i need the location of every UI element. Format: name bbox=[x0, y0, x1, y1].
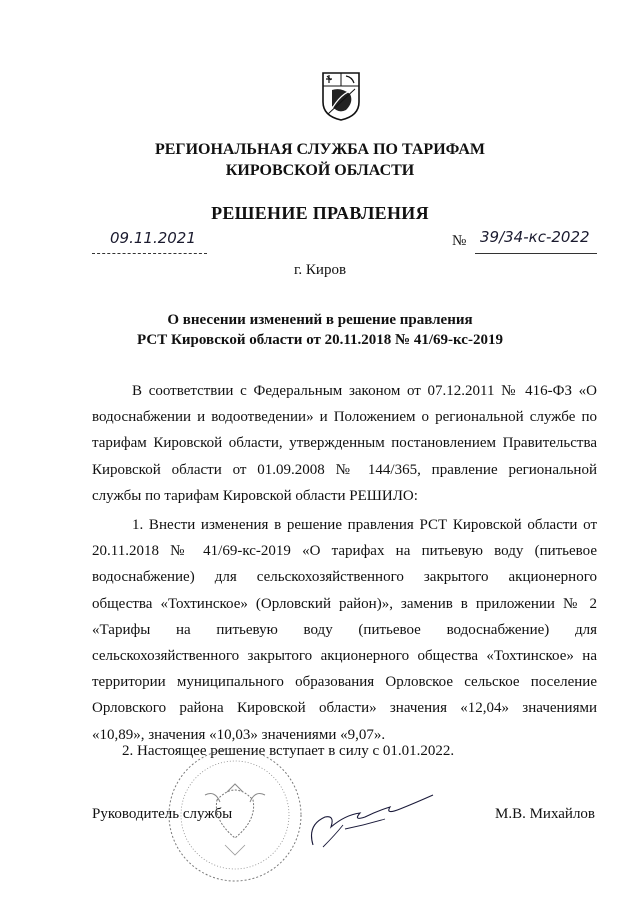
text-line: сельскохозяйственного закрытого акционерного общества «Тохтинское» на bbox=[92, 647, 597, 664]
text-line: службы по тарифам Кировской области РЕШИЛО: bbox=[92, 487, 418, 504]
text-line: Кировской области от 01.09.2008 № 144/365, правление региональной bbox=[92, 461, 597, 478]
item2-paragraph: 2. Настоящее решение вступает в силу с 01.01.2022. bbox=[122, 743, 455, 759]
text-line: «10,89», значения «10,03» значениями «9,07». bbox=[92, 726, 386, 743]
text-line: общества «Тохтинское» (Орловский район)», заменив в приложении № 2 bbox=[92, 595, 597, 612]
city: г. Киров bbox=[293, 262, 347, 278]
document-date: 09.11.2021 bbox=[110, 229, 196, 247]
item1-paragraph bbox=[92, 512, 597, 748]
text-line: 20.11.2018 № 41/69-кс-2019 «О тарифах на питьевую воду (питьевое bbox=[92, 543, 597, 560]
signature-icon bbox=[305, 785, 455, 855]
text-line: территории муниципального образования Орловское сельское поселение bbox=[92, 674, 597, 691]
text-line: «Тарифы на питьевую воду (питьевое водоснабжение) для bbox=[92, 621, 597, 638]
preamble-paragraph bbox=[92, 378, 597, 509]
text-line: Орловского района Кировской области» значения «12,04» значениями bbox=[92, 700, 597, 717]
text-line: водоснабжение) для сельскохозяйственного закрытого акционерного bbox=[92, 569, 597, 586]
document-title: РЕШЕНИЕ ПРАВЛЕНИЯ bbox=[211, 203, 429, 223]
signatory-position: Руководитель службы bbox=[92, 806, 233, 822]
text-line: тарифам Кировской области, утвержденным постановлением Правительства bbox=[92, 435, 597, 452]
number-label: № bbox=[452, 233, 467, 249]
coat-of-arms-icon bbox=[320, 70, 362, 122]
text-line: 1. Внести изменения в решение правления РСТ Кировской области от bbox=[132, 517, 597, 533]
subject-line2: РСТ Кировской области от 20.11.2018 № 41/69-кс-2019 bbox=[137, 332, 503, 348]
document-number: 39/34-кс-2022 bbox=[480, 228, 590, 246]
org-name-line1: РЕГИОНАЛЬНАЯ СЛУЖБА ПО ТАРИФАМ bbox=[154, 141, 486, 158]
text-line: водоснабжении и водоотведении» и Положением о региональной службе по bbox=[92, 409, 597, 426]
subject-line1: О внесении изменений в решение правления bbox=[167, 312, 473, 328]
text-line: В соответствии с Федеральным законом от 07.12.2011 № 416-ФЗ «О bbox=[132, 383, 597, 399]
org-name-line2: КИРОВСКОЙ ОБЛАСТИ bbox=[225, 162, 415, 179]
signatory-name: М.В. Михайлов bbox=[495, 806, 596, 822]
